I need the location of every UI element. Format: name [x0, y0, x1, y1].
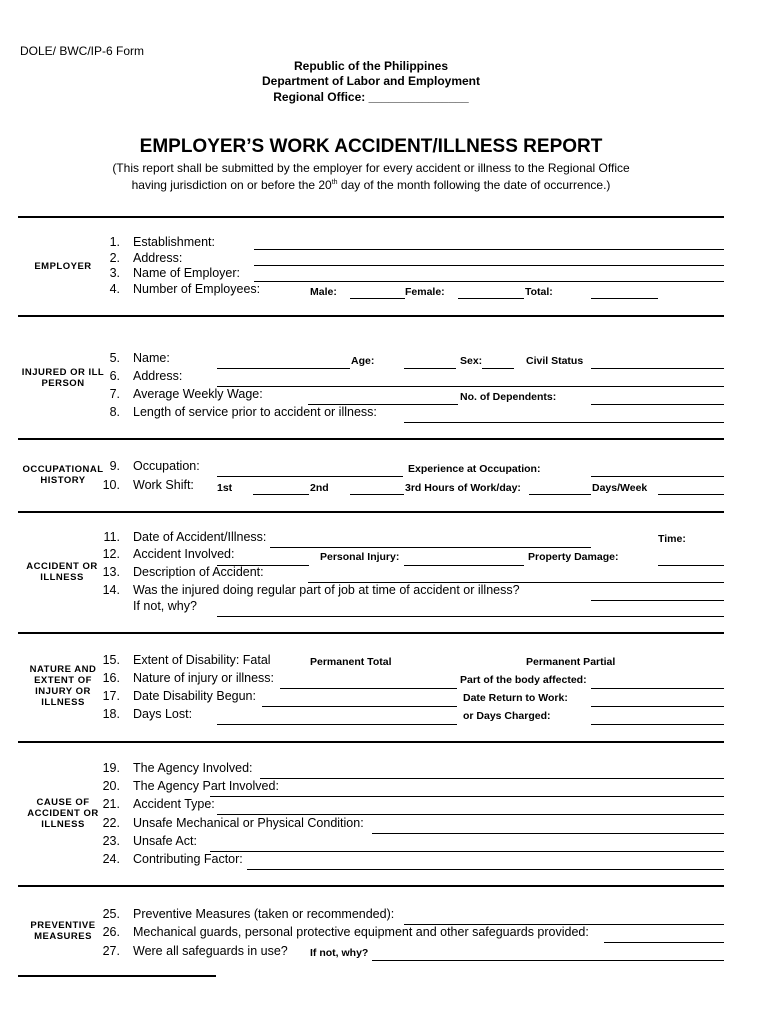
section-divider: [18, 885, 724, 887]
total-field[interactable]: [591, 298, 658, 299]
unsafe-act-label: Unsafe Act:: [133, 834, 197, 848]
item-number: 5.: [109, 351, 120, 365]
age-field[interactable]: [404, 368, 456, 369]
if-not-why-2-label: If not, why?: [310, 947, 369, 959]
regular-job-label: Was the injured doing regular part of job at time of accident or illness?: [133, 583, 520, 597]
item-number: 22.: [102, 816, 120, 830]
item-number: 16.: [102, 671, 120, 685]
section-occupational: OCCUPATIONAL HISTORY: [22, 464, 104, 486]
dependents-field[interactable]: [591, 404, 724, 405]
item-number: 24.: [102, 852, 120, 866]
time-label: Time:: [658, 533, 686, 545]
agency-involved-label: The Agency Involved:: [133, 761, 253, 775]
item-number: 12.: [102, 547, 120, 561]
unsafe-condition-label: Unsafe Mechanical or Physical Condition:: [133, 816, 364, 830]
injured-address-field[interactable]: [217, 386, 724, 387]
item-number: 25.: [102, 907, 120, 921]
accident-type-field[interactable]: [217, 814, 724, 815]
date-disability-label: Date Disability Begun:: [133, 689, 256, 703]
date-disability-field[interactable]: [262, 706, 457, 707]
civil-status-field[interactable]: [591, 368, 724, 369]
section-divider: [18, 216, 724, 218]
section-preventive: PREVENTIVE MEASURES: [30, 920, 96, 942]
accident-involved-label: Accident Involved:: [133, 547, 235, 561]
days-charged-label: or Days Charged:: [463, 710, 551, 722]
section-accident: ACCIDENT OR ILLNESS: [26, 561, 98, 583]
section-divider: [18, 632, 724, 634]
occupation-label: Occupation:: [133, 459, 200, 473]
page-title: EMPLOYER’S WORK ACCIDENT/ILLNESS REPORT: [139, 136, 603, 157]
item-number: 3.: [109, 266, 120, 280]
item-number: 2.: [109, 251, 120, 265]
section-divider: [18, 438, 724, 440]
days-week-field[interactable]: [658, 494, 724, 495]
employer-name-label: Name of Employer:: [133, 266, 240, 280]
sex-field[interactable]: [482, 368, 514, 369]
experience-label: Experience at Occupation:: [408, 463, 541, 475]
return-work-field[interactable]: [591, 706, 724, 707]
employer-address-field[interactable]: [254, 265, 724, 266]
body-part-field[interactable]: [591, 688, 724, 689]
employer-address-label: Address:: [133, 251, 183, 265]
item-number: 18.: [102, 707, 120, 721]
item-number: 11.: [103, 530, 120, 544]
preventive-label: Preventive Measures (taken or recommended):: [133, 907, 395, 921]
experience-field[interactable]: [591, 476, 724, 477]
form-code: DOLE/ BWC/IP-6 Form: [20, 44, 145, 58]
employees-label: Number of Employees:: [133, 282, 261, 296]
body-part-label: Part of the body affected:: [460, 674, 587, 686]
item-number: 27.: [102, 944, 120, 958]
section-divider: [18, 511, 724, 513]
permanent-partial-label: Permanent Partial: [526, 656, 616, 668]
shift-2nd-label: 2nd: [310, 482, 329, 494]
agency-part-label: The Agency Part Involved:: [133, 779, 279, 793]
unsafe-condition-field[interactable]: [372, 833, 724, 834]
section-nature: NATURE AND EXTENT OF INJURY OR ILLNESS: [29, 664, 97, 708]
safeguards-why-field[interactable]: [372, 960, 724, 961]
item-number: 19.: [102, 761, 120, 775]
section-divider: [18, 741, 724, 743]
injured-name-label: Name:: [133, 351, 170, 365]
item-number: 23.: [102, 834, 120, 848]
property-damage-label: Property Damage:: [528, 551, 619, 563]
female-label: Female:: [405, 286, 445, 298]
extent-disability-label: Extent of Disability: Fatal: [133, 653, 271, 667]
agency-part-field[interactable]: [210, 796, 724, 797]
total-label: Total:: [525, 286, 553, 298]
return-work-label: Date Return to Work:: [463, 692, 568, 704]
days-lost-field[interactable]: [217, 724, 457, 725]
item-number: 7.: [109, 387, 120, 401]
instruction-line-2: having jurisdiction on or before the 20th day of the month following the date of occurrence.): [131, 178, 611, 192]
department-line: Department of Labor and Employment: [261, 74, 481, 88]
dependents-label: No. of Dependents:: [460, 391, 557, 403]
time-field[interactable]: [658, 565, 724, 566]
male-label: Male:: [310, 286, 337, 298]
days-week-label: Days/Week: [592, 482, 648, 494]
personal-injury-field[interactable]: [404, 565, 524, 566]
unsafe-act-field[interactable]: [210, 851, 724, 852]
item-number: 17.: [102, 689, 120, 703]
shift-2nd-field[interactable]: [350, 494, 404, 495]
section-divider: [18, 315, 724, 317]
regional-office-line: Regional Office: _______________: [273, 90, 469, 104]
occupation-field[interactable]: [217, 476, 403, 477]
length-service-field[interactable]: [404, 422, 724, 423]
instruction-line-1: (This report shall be submitted by the employer for every accident or illness to the Regional Office: [112, 161, 630, 175]
contributing-factor-label: Contributing Factor:: [133, 852, 243, 866]
personal-injury-label: Personal Injury:: [320, 551, 400, 563]
item-number: 21.: [102, 797, 120, 811]
item-number: 13.: [102, 565, 120, 579]
days-lost-label: Days Lost:: [133, 707, 193, 721]
nature-injury-field[interactable]: [280, 688, 457, 689]
if-not-why-field[interactable]: [217, 616, 724, 617]
hours-field[interactable]: [529, 494, 591, 495]
item-number: 9.: [109, 459, 120, 473]
days-charged-field[interactable]: [591, 724, 724, 725]
contributing-factor-field[interactable]: [247, 869, 724, 870]
section-injured: INJURED OR ILL PERSON: [21, 367, 105, 389]
safeguards-label: Mechanical guards, personal protective equipment and other safeguards provided:: [133, 925, 589, 939]
age-label: Age:: [351, 355, 375, 367]
work-shift-label: Work Shift:: [133, 478, 194, 492]
date-accident-label: Date of Accident/Illness:: [133, 530, 267, 544]
item-number: 4.: [109, 282, 120, 296]
shift-3rd-label: 3rd Hours of Work/day:: [405, 482, 521, 494]
item-number: 10.: [102, 478, 120, 492]
permanent-total-label: Permanent Total: [310, 656, 392, 668]
weekly-wage-label: Average Weekly Wage:: [133, 387, 263, 401]
agency-involved-field[interactable]: [260, 778, 724, 779]
injured-address-label: Address:: [133, 369, 183, 383]
shift-1st-label: 1st: [217, 482, 233, 494]
item-number: 6.: [109, 369, 120, 383]
establishment-label: Establishment:: [133, 235, 215, 249]
regular-job-field[interactable]: [591, 600, 724, 601]
section-cause: CAUSE OF ACCIDENT OR ILLNESS: [27, 797, 99, 830]
item-number: 1.: [109, 235, 120, 249]
item-number: 15.: [102, 653, 120, 667]
female-field[interactable]: [458, 298, 524, 299]
bottom-divider: [18, 975, 216, 977]
accident-type-label: Accident Type:: [133, 797, 215, 811]
employer-name-field[interactable]: [254, 281, 724, 282]
length-service-label: Length of service prior to accident or illness:: [133, 405, 377, 419]
shift-1st-field[interactable]: [253, 494, 309, 495]
civil-status-label: Civil Status: [526, 355, 584, 367]
safeguards-field[interactable]: [604, 942, 724, 943]
republic-line: Republic of the Philippines: [293, 59, 448, 73]
nature-injury-label: Nature of injury or illness:: [133, 671, 275, 685]
section-employer: EMPLOYER: [34, 261, 92, 272]
item-number: 8.: [109, 405, 120, 419]
injured-name-field[interactable]: [217, 368, 350, 369]
if-not-why-label: If not, why?: [133, 599, 197, 613]
male-field[interactable]: [350, 298, 405, 299]
description-label: Description of Accident:: [133, 565, 264, 579]
sex-label: Sex:: [460, 355, 483, 367]
establishment-field[interactable]: [254, 249, 724, 250]
item-number: 20.: [102, 779, 120, 793]
item-number: 14.: [102, 583, 120, 597]
date-accident-field[interactable]: [270, 547, 591, 548]
item-number: 26.: [102, 925, 120, 939]
safeguards-use-label: Were all safeguards in use?: [133, 944, 288, 958]
